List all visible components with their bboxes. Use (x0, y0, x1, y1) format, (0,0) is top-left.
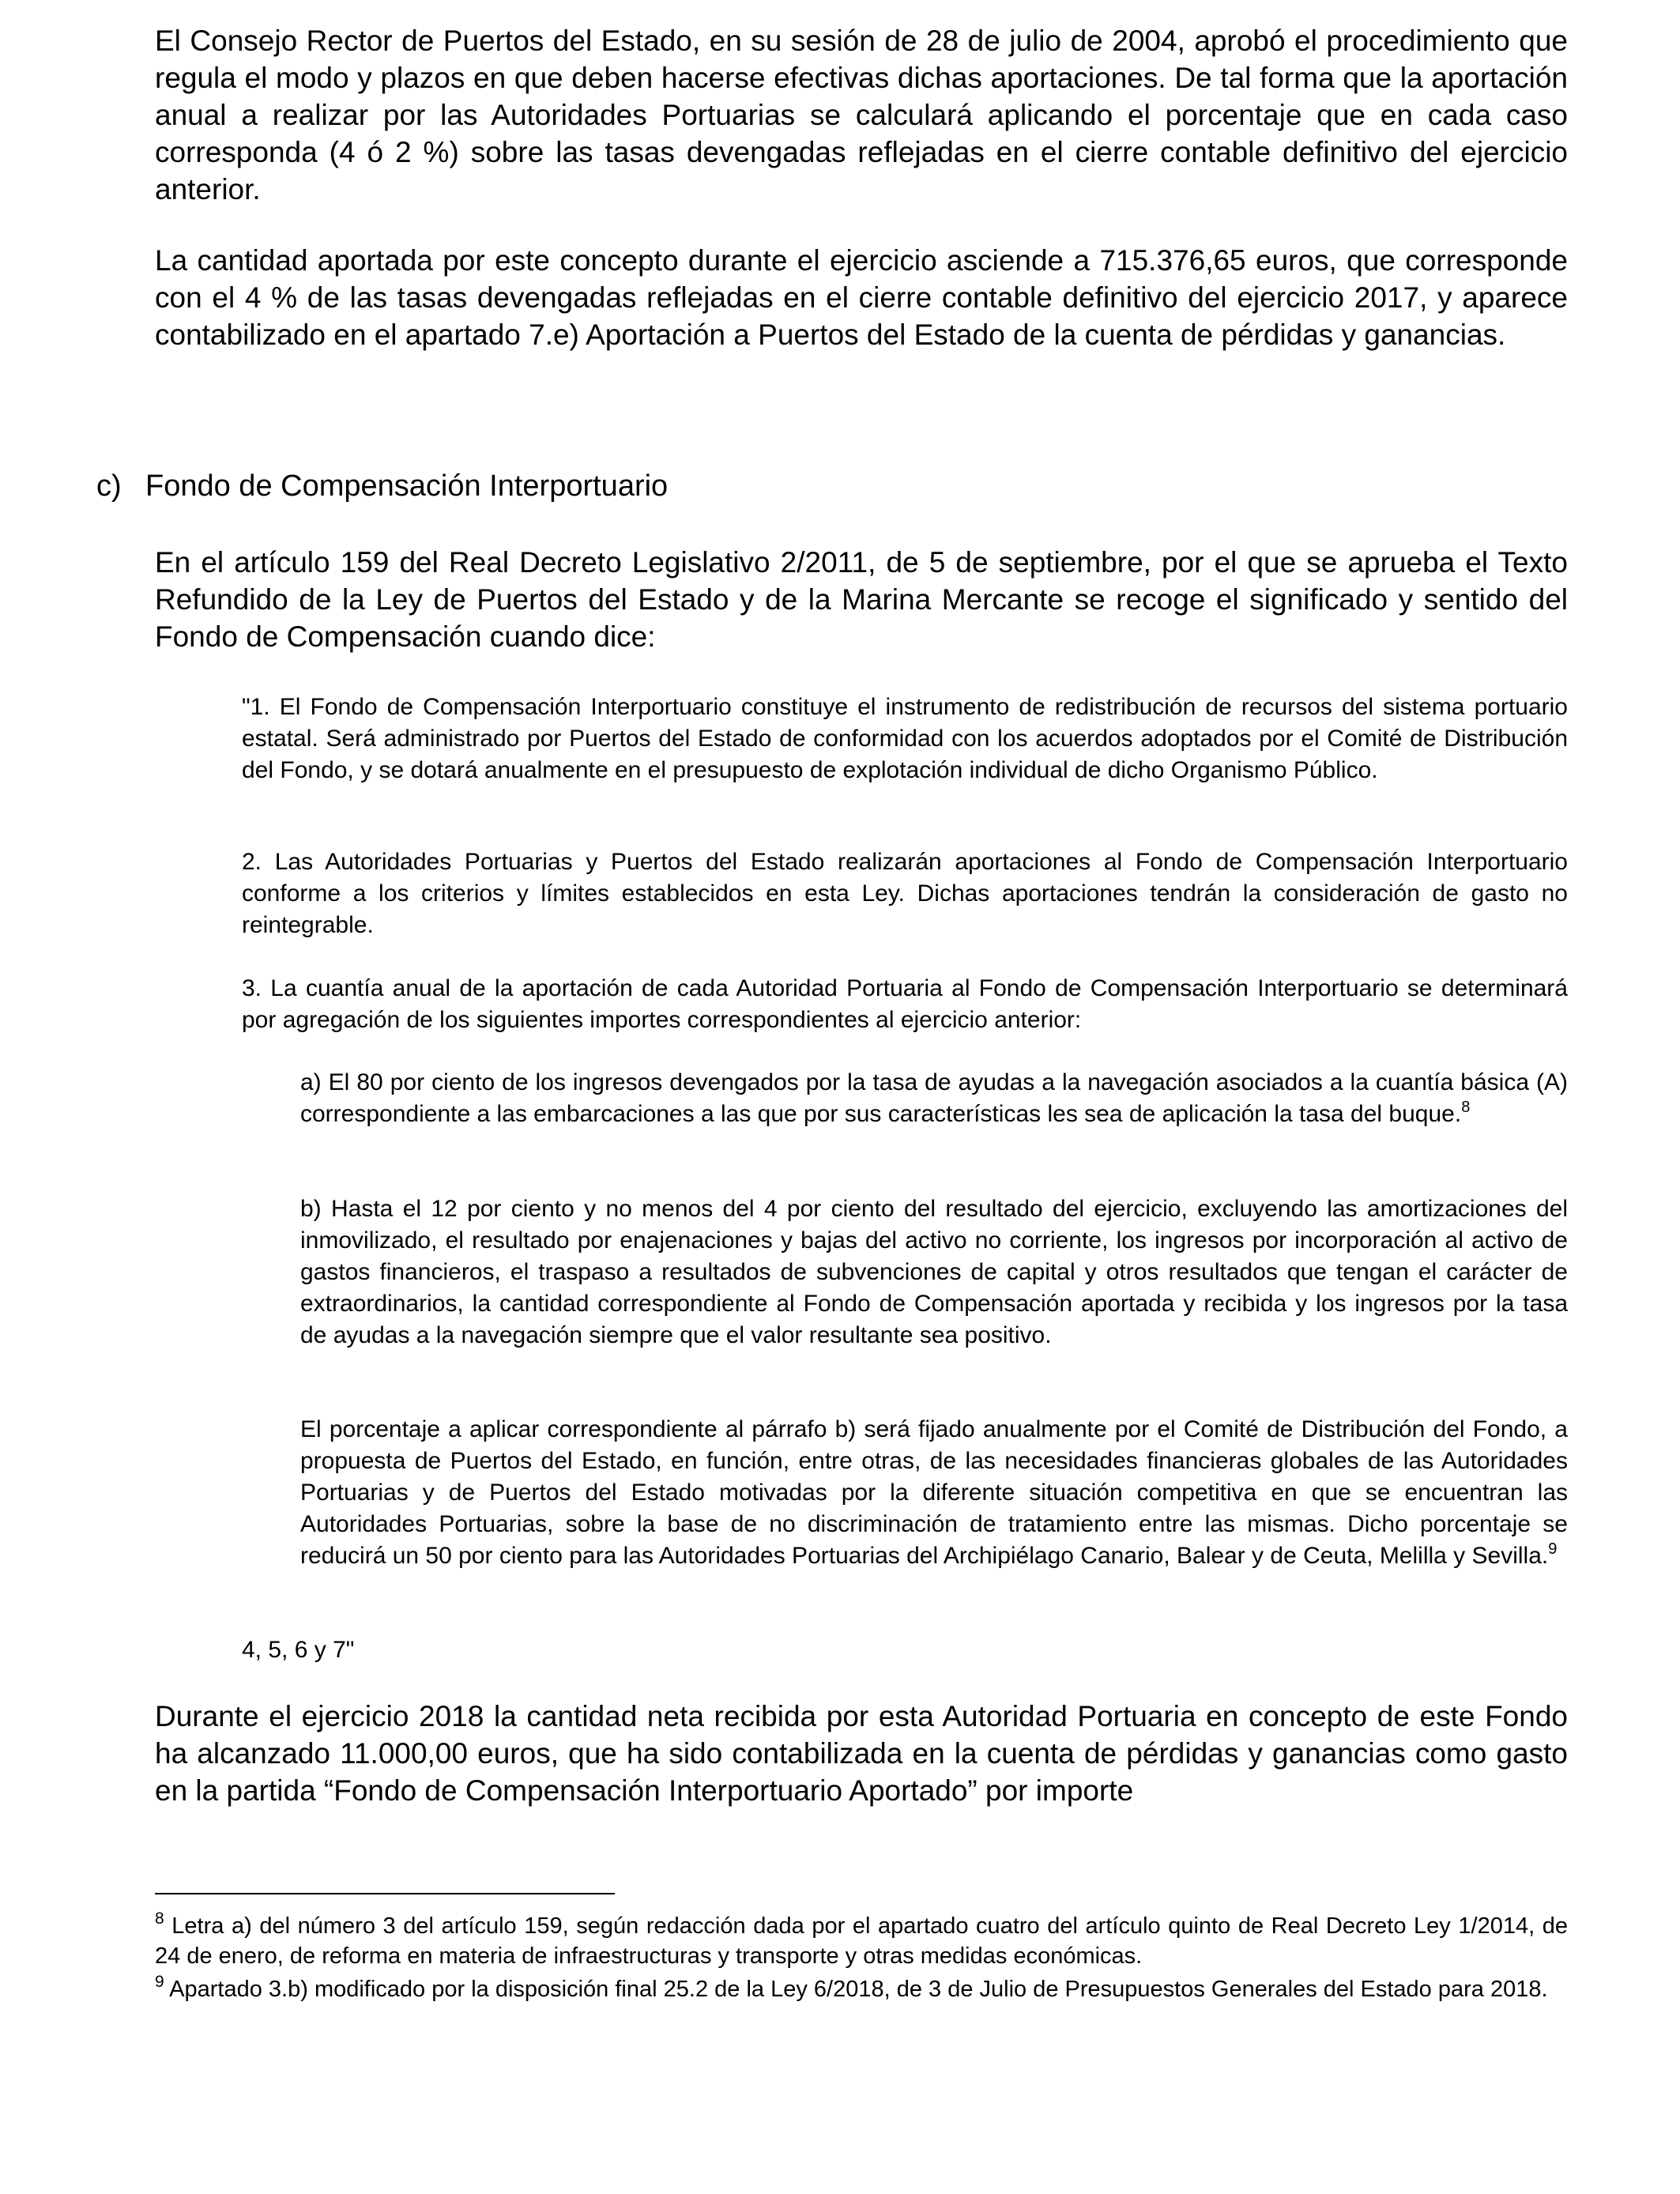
section-title: Fondo de Compensación Interportuario (145, 469, 669, 503)
quote-points-4-7: 4, 5, 6 y 7" (242, 1637, 355, 1663)
quote-point-3a (300, 1067, 1568, 1130)
quote-point-3-porcentaje (300, 1414, 1568, 1572)
footnote-separator (155, 1893, 615, 1894)
footnote-8 (155, 1911, 1568, 1971)
paragraph-ejercicio-2018: Durante el ejercicio 2018 la cantidad neta recibida por esta Autoridad Portuaria en concepto de este Fondo ha alcanzado 11.000,00 euros, que ha sido contabilizada en la cuenta de pérdidas y ganancias como gasto en la partida “Fondo de Compensación Interportuario Aportado” por importe (155, 1700, 1568, 1807)
footnote-9-mark: 9 (155, 1973, 164, 1991)
quote-point-3b: b) Hasta el 12 por ciento y no menos del 4 por ciento del resultado del ejercicio, excluyendo las amortizaciones del inmovilizado, el resultado por enajenaciones y bajas del activo no corriente, los ingresos por incorporación al activo de gastos financieros, el traspaso a resultados de subvenciones de capital y otros resultados que tengan el carácter de extraordinarios, la cantidad correspondiente al Fondo de Compensación aportada y recibida y los ingresos por la tasa de ayudas a la navegación siempre que el valor resultante sea positivo. (300, 1196, 1568, 1348)
quote-point-1: "1. El Fondo de Compensación Interportuario constituye el instrumento de redistribución de recursos del sistema portuario estatal. Será administrado por Puertos del Estado de conformidad con los acuerdos adoptados por el Comité de Distribución del Fondo, y se dotará anualmente en el presupuesto de explotación individual de dicho Organismo Público. (242, 694, 1568, 783)
footnote-9-text: Apartado 3.b) modificado por la disposición final 25.2 de la Ley 6/2018, de 3 de Julio de Presupuestos Generales del Estado para 2018. (169, 1977, 1548, 2002)
paragraph-articulo-159: En el artículo 159 del Real Decreto Legislativo 2/2011, de 5 de septiembre, por el que se aprueba el Texto Refundido de la Ley de Puertos del Estado y de la Marina Mercante se recoge el significado y sentido del Fondo de Compensación cuando dice: (155, 546, 1568, 653)
section-marker: c) (96, 469, 122, 503)
section-heading (96, 466, 1566, 506)
quote-point-2: 2. Las Autoridades Portuarias y Puertos del Estado realizarán aportaciones al Fondo de Compensación Interportuario conforme a los criterios y límites establecidos en esta Ley. Dichas aportaciones tendrán la consideración de gasto no reintegrable. (242, 849, 1568, 938)
footnote-ref-8: 8 (1461, 1099, 1471, 1116)
quote-point-3: 3. La cuantía anual de la aportación de cada Autoridad Portuaria al Fondo de Compensación Interportuario se determinará por agregación de los siguientes importes correspondientes al ejercicio anterior: (242, 975, 1568, 1033)
footnote-8-text: Letra a) del número 3 del artículo 159, según redacción dada por el apartado cuatro del artículo quinto de Real Decreto Ley 1/2014, de 24 de enero, de reforma en materia de infraestructuras y transporte y otras medidas económicas. (155, 1913, 1568, 1969)
footnote-ref-9: 9 (1548, 1540, 1558, 1558)
footnote-8-mark: 8 (155, 1909, 164, 1928)
quote-porcentaje-text: El porcentaje a aplicar correspondiente al párrafo b) será fijado anualmente por el Comité de Distribución del Fondo, a propuesta de Puertos del Estado, en función, entre otras, de las necesidades financieras globales de las Autoridades Portuarias y de Puertos del Estado motivadas por la diferente situación competitiva en que se encuentran las Autoridades Portuarias, sobre la base de no discriminación de tratamiento entre las mismas. Dicho porcentaje se reducirá un 50 por ciento para las Autoridades Portuarias del Archipiélago Canario, Balear y de Ceuta, Melilla y Sevilla. (300, 1416, 1568, 1569)
quote-point-3a-text: a) El 80 por ciento de los ingresos devengados por la tasa de ayudas a la navegación asociados a la cuantía básica (A) correspondiente a las embarcaciones a las que por sus características les sea de aplicación la tasa del buque. (300, 1069, 1568, 1127)
paragraph-consejo-rector: El Consejo Rector de Puertos del Estado, en su sesión de 28 de julio de 2004, aprobó el procedimiento que regula el modo y plazos en que deben hacerse efectivas dichas aportaciones. De tal forma que la aportación anual a realizar por las Autoridades Portuarias se calculará aplicando el porcentaje que en cada caso corresponda (4 ó 2 %) sobre las tasas devengadas reflejadas en el cierre contable definitivo del ejercicio anterior. (155, 25, 1568, 205)
paragraph-cantidad-aportada: La cantidad aportada por este concepto durante el ejercicio asciende a 715.376,65 euros, que corresponde con el 4 % de las tasas devengadas reflejadas en el cierre contable definitivo del ejercicio 2017, y aparece contabilizado en el apartado 7.e) Aportación a Puertos del Estado de la cuenta de pérdidas y ganancias. (155, 244, 1568, 351)
footnote-9 (155, 1974, 1568, 2004)
